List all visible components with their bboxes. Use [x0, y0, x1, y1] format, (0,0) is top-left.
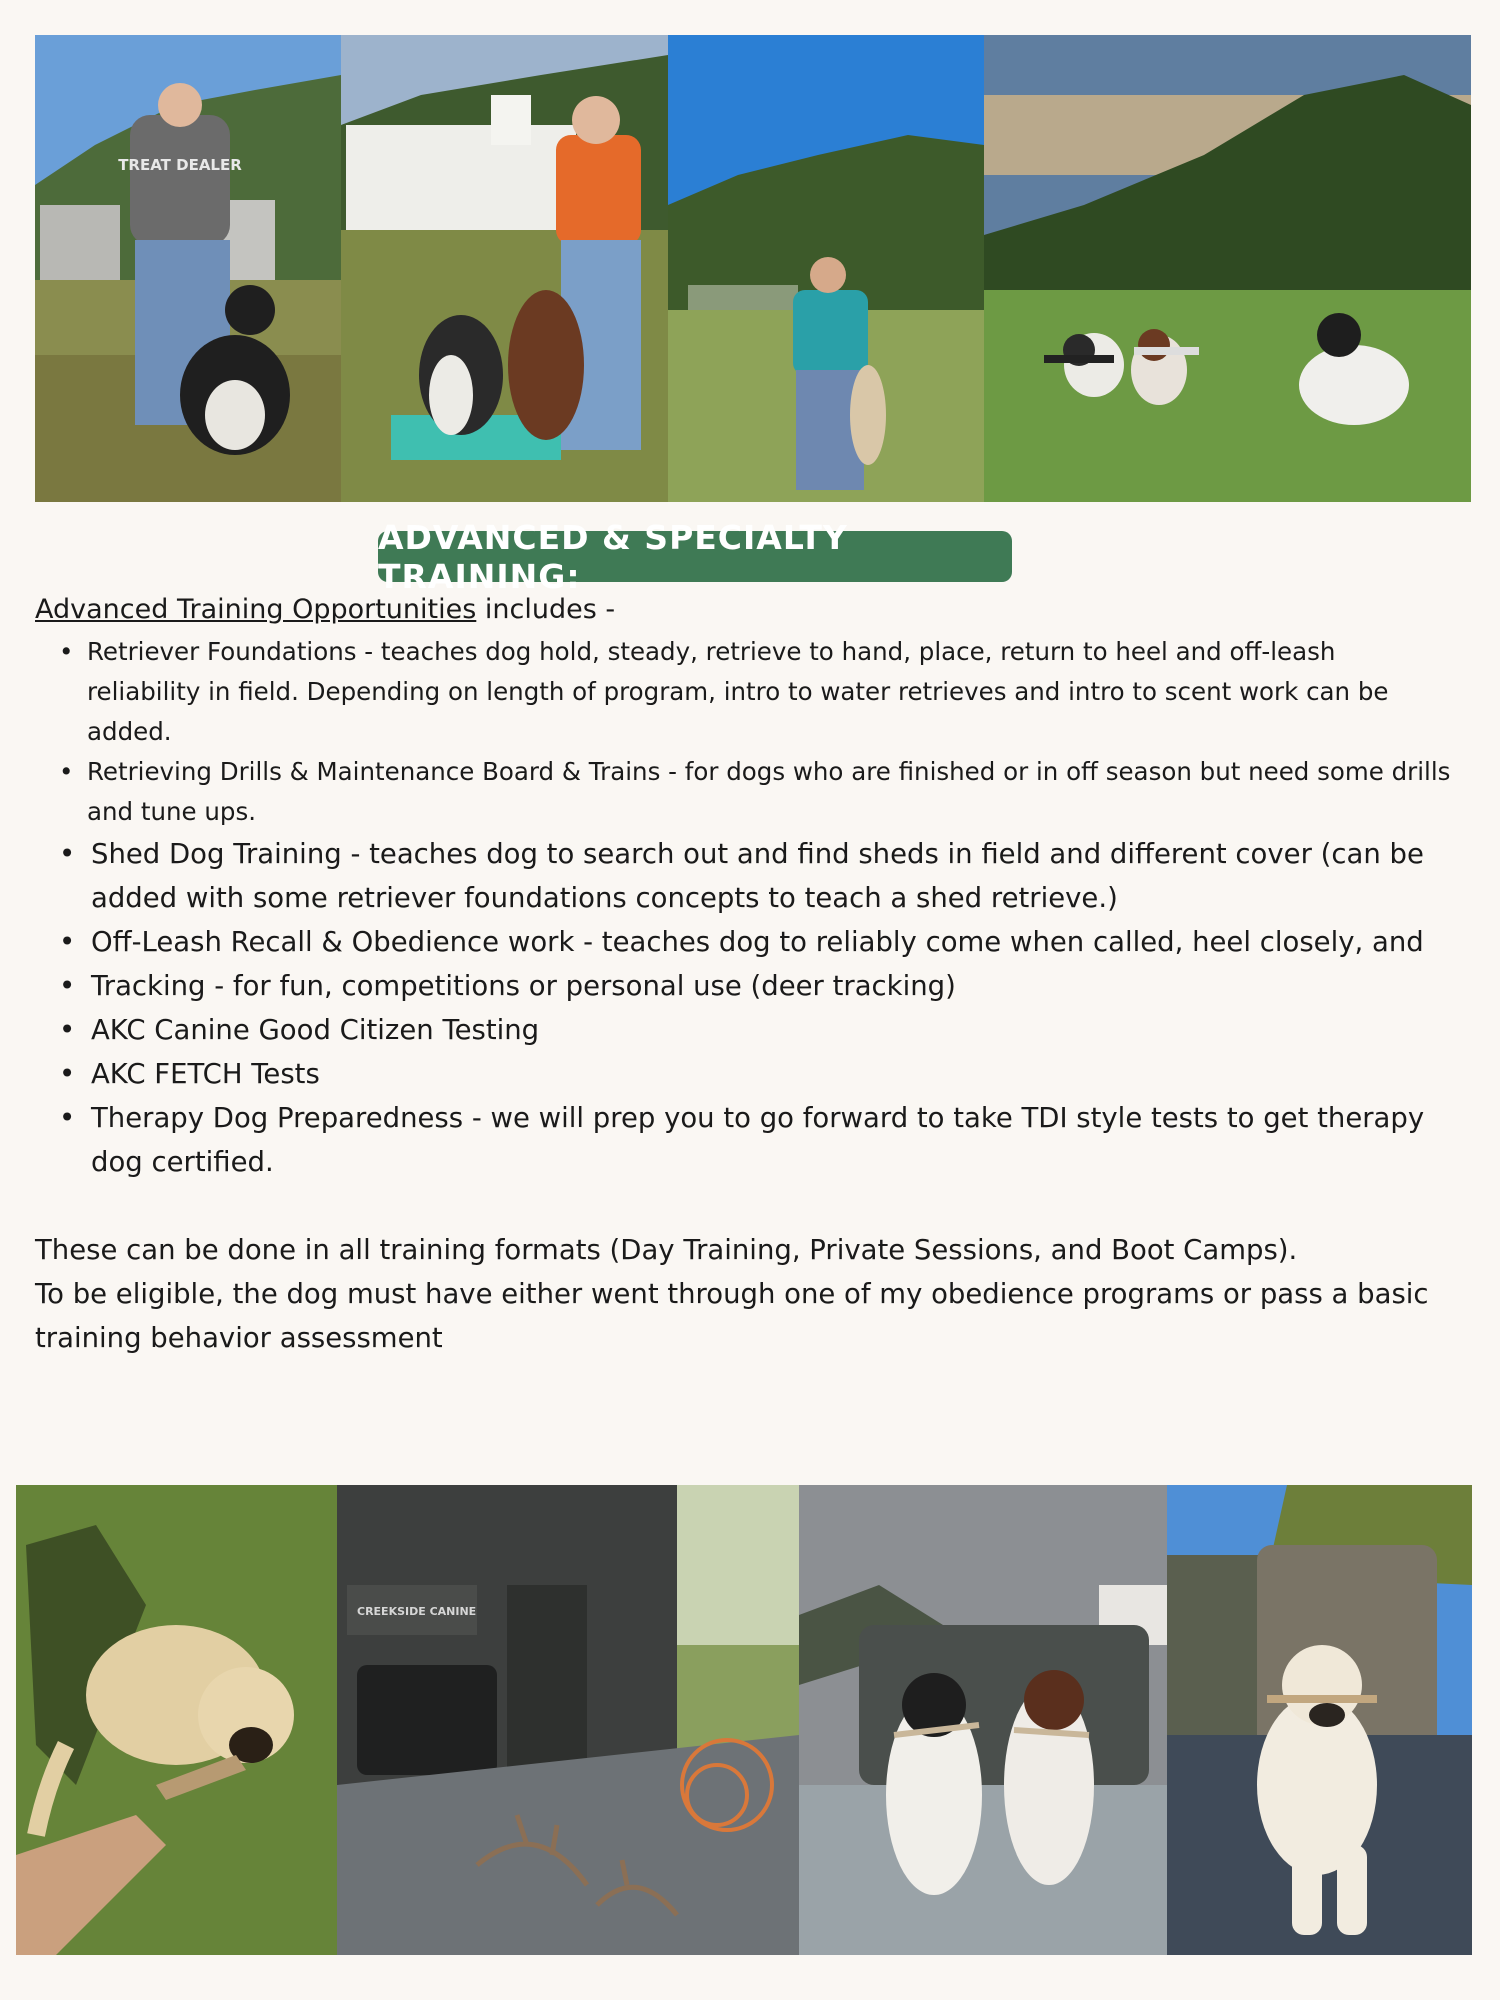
- section-heading-badge: [378, 517, 1012, 596]
- three-dogs-retrieving-photo: [984, 35, 1471, 502]
- top-photo-strip: [35, 35, 1471, 502]
- section-heading: ADVANCED & SPECIALTY TRAINING:: [378, 517, 848, 596]
- list-item: • AKC FETCH Tests: [87, 1052, 1455, 1096]
- lab-on-tailgate-photo: [1167, 1485, 1472, 1955]
- main-content: [35, 590, 1455, 1360]
- spaniels-holding-antlers-photo: [799, 1485, 1167, 1955]
- eligibility-paragraph: [35, 1228, 1455, 1360]
- list-item: • Retriever Foundations - teaches dog hold, steady, retrieve to hand, place, return to heel and off-leash reliability in field. Depending on length of program, intro to water retrieves and intro to scent work can be added.: [87, 632, 1455, 752]
- svg-text:CREEKSIDE CANINE: CREEKSIDE CANINE: [357, 1605, 477, 1618]
- intro-line: [35, 590, 1455, 630]
- list-item: • AKC Canine Good Citizen Testing: [87, 1008, 1455, 1052]
- list-item: • Off-Leash Recall & Obedience work - teaches dog to reliably come when called, heel closely, and: [87, 920, 1455, 964]
- lab-with-shed-antler-photo: [16, 1485, 337, 1955]
- trainer-heeling-dog-photo: [668, 35, 984, 502]
- training-list: [35, 632, 1455, 1184]
- intro-rest: includes -: [476, 594, 616, 625]
- list-item: • Shed Dog Training - teaches dog to search out and find sheds in field and different cover (can be added with some retriever foundations concepts to teach a shed retrieve.): [87, 832, 1455, 920]
- bottom-photo-strip: [16, 1485, 1472, 1955]
- trainer-with-dogs-on-place-board-photo: [341, 35, 668, 502]
- svg-text:TREAT DEALER: TREAT DEALER: [118, 156, 242, 174]
- paragraph-line-1: These can be done in all training formats (Day Training, Private Sessions, and Boot Camps).: [35, 1234, 1298, 1266]
- truck-bed-with-antlers-photo: [337, 1485, 799, 1955]
- trainer-with-spaniel-photo: [35, 35, 341, 502]
- list-item: • Retrieving Drills & Maintenance Board & Trains - for dogs who are finished or in off season but need some drills and tune ups.: [87, 752, 1455, 832]
- paragraph-line-2: To be eligible, the dog must have either went through one of my obedience programs or pass a basic training behavior assessment: [35, 1278, 1429, 1354]
- intro-underlined: Advanced Training Opportunities: [35, 594, 477, 625]
- list-item: • Tracking - for fun, competitions or personal use (deer tracking): [87, 964, 1455, 1008]
- list-item: • Therapy Dog Preparedness - we will prep you to go forward to take TDI style tests to get therapy dog certified.: [87, 1096, 1455, 1184]
